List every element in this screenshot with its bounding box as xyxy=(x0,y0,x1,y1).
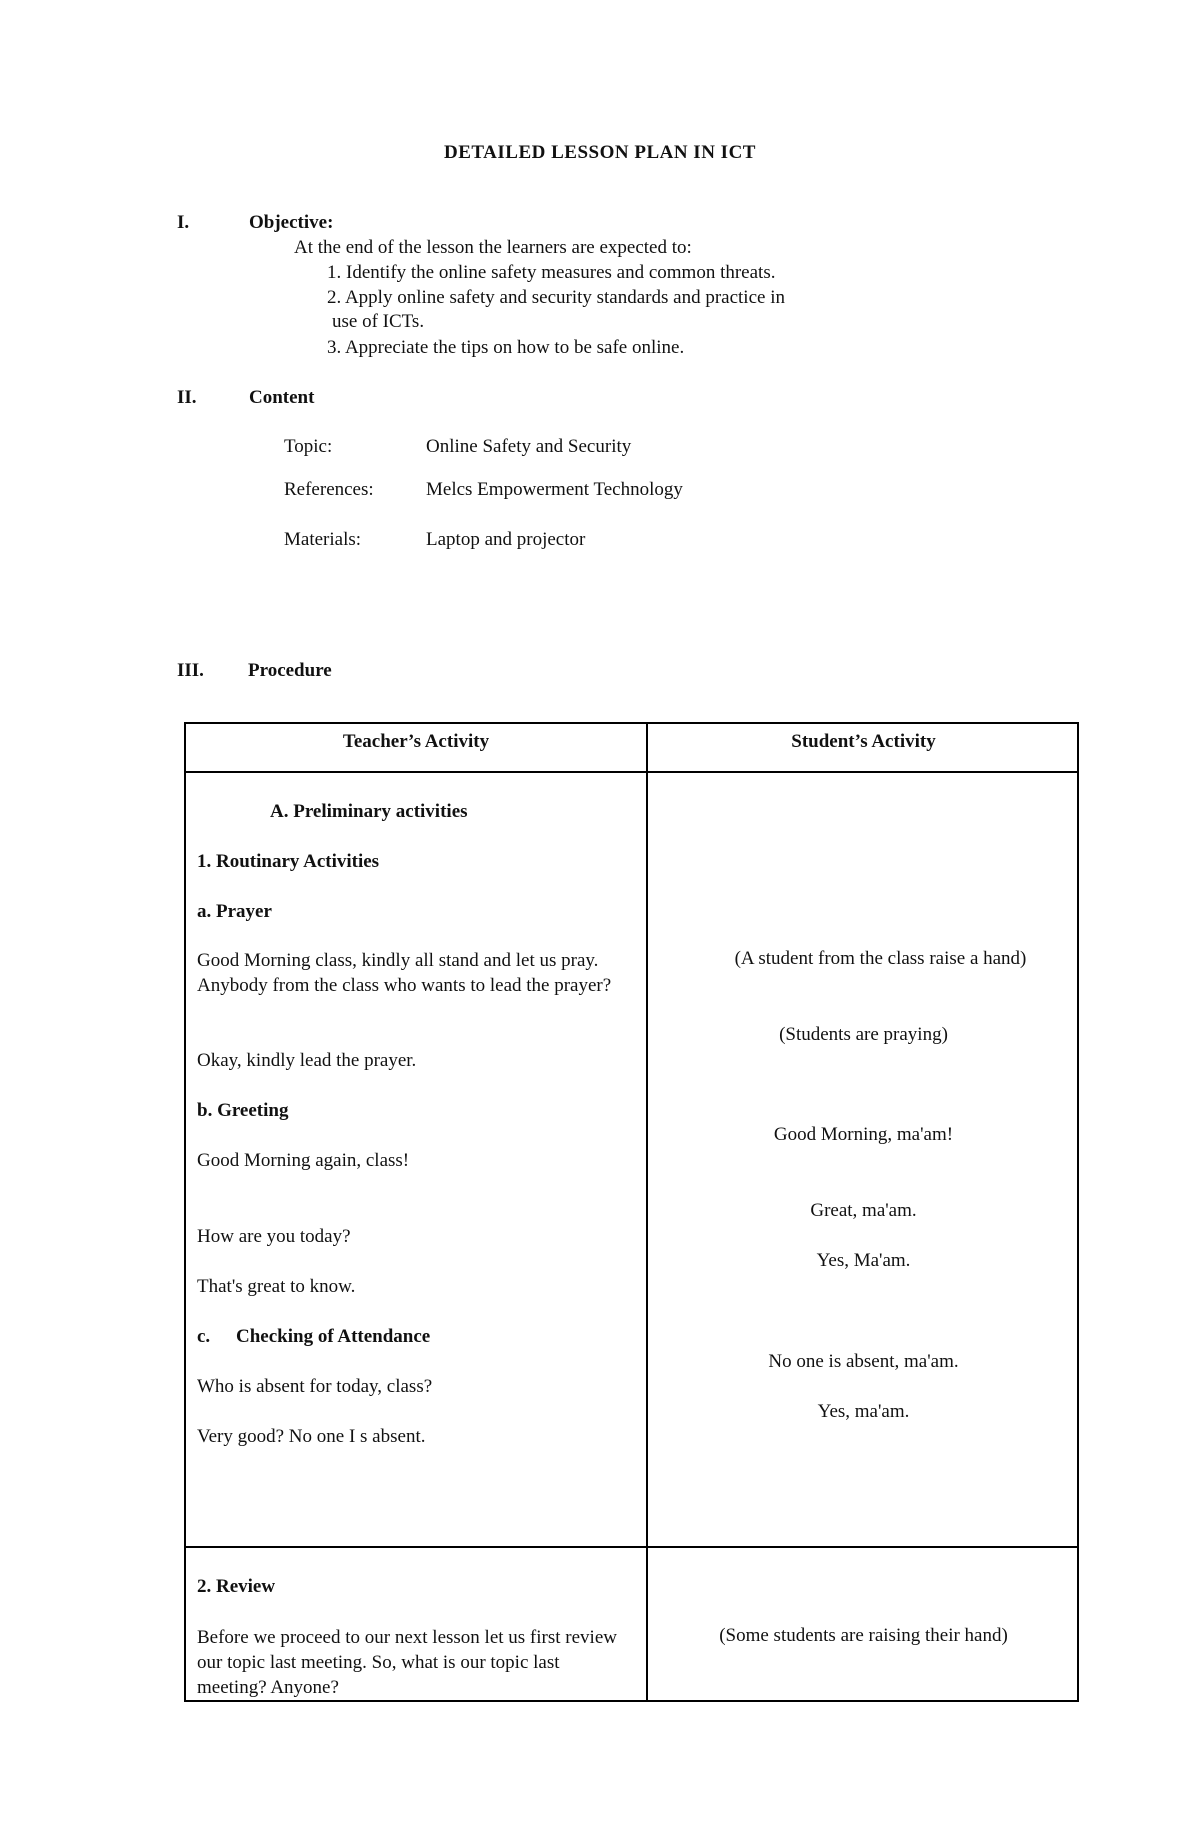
student-raising-hands: (Some students are raising their hand) xyxy=(719,1625,1008,1646)
lead-prayer-text: Okay, kindly lead the prayer. xyxy=(197,1050,417,1071)
prayer-text: Good Morning class, kindly all stand and let us pray. Anybody from the class who wants to lead the prayer? xyxy=(197,950,612,996)
content-label-topic: Topic: xyxy=(284,436,333,457)
section-numeral-procedure: III. xyxy=(177,660,204,681)
objective-item-2-continued: use of ICTs. xyxy=(332,311,425,332)
section-numeral-objective: I. xyxy=(177,212,190,233)
how-are-you-text: How are you today? xyxy=(197,1226,351,1247)
document-title: DETAILED LESSON PLAN IN ICT xyxy=(444,142,756,163)
header-teacher-activity: Teacher’s Activity xyxy=(342,731,490,752)
activity-table xyxy=(184,722,1079,1702)
content-value-materials: Laptop and projector xyxy=(426,529,586,550)
student-yes-2: Yes, ma'am. xyxy=(817,1401,910,1422)
student-good-morning: Good Morning, ma'am! xyxy=(773,1124,954,1145)
who-absent-text: Who is absent for today, class? xyxy=(197,1376,433,1397)
review-text: Before we proceed to our next lesson let us first review our topic last meeting. So, what is our topic last meeting? Anyone? xyxy=(197,1627,617,1698)
greeting-heading: b. Greeting xyxy=(197,1100,289,1121)
prayer-heading: a. Prayer xyxy=(197,901,272,922)
section-numeral-content: II. xyxy=(177,387,197,408)
student-great: Great, ma'am. xyxy=(810,1200,917,1221)
content-label-materials: Materials: xyxy=(284,529,362,550)
preliminary-activities-heading: A. Preliminary activities xyxy=(270,801,468,822)
row-divider xyxy=(186,1546,1077,1548)
procedure-heading: Procedure xyxy=(248,660,332,681)
greeting-text: Good Morning again, class! xyxy=(197,1150,410,1171)
header-divider xyxy=(186,771,1077,773)
attendance-heading: Checking of Attendance xyxy=(236,1326,431,1347)
great-to-know-text: That's great to know. xyxy=(197,1276,356,1297)
objective-item-1: 1. Identify the online safety measures and common threats. xyxy=(327,262,776,283)
content-value-references: Melcs Empowerment Technology xyxy=(426,479,683,500)
review-heading: 2. Review xyxy=(197,1576,276,1597)
content-value-topic: Online Safety and Security xyxy=(426,436,632,457)
objective-heading: Objective: xyxy=(249,212,334,233)
objective-intro: At the end of the lesson the learners are expected to: xyxy=(294,237,692,258)
no-one-absent-text: Very good? No one I s absent. xyxy=(197,1426,426,1447)
student-no-one-absent: No one is absent, ma'am. xyxy=(768,1351,959,1372)
student-raise-hand: (A student from the class raise a hand) xyxy=(734,948,1027,969)
routinary-activities-heading: 1. Routinary Activities xyxy=(197,851,380,872)
header-student-activity: Student’s Activity xyxy=(791,731,936,752)
content-heading: Content xyxy=(249,387,315,408)
objective-item-3: 3. Appreciate the tips on how to be safe online. xyxy=(327,337,685,358)
objective-item-2: 2. Apply online safety and security standards and practice in xyxy=(327,287,785,308)
student-praying: (Students are praying) xyxy=(779,1024,948,1045)
content-label-references: References: xyxy=(284,479,374,500)
student-yes-1: Yes, Ma'am. xyxy=(816,1250,911,1271)
attendance-letter: c. xyxy=(197,1326,211,1347)
